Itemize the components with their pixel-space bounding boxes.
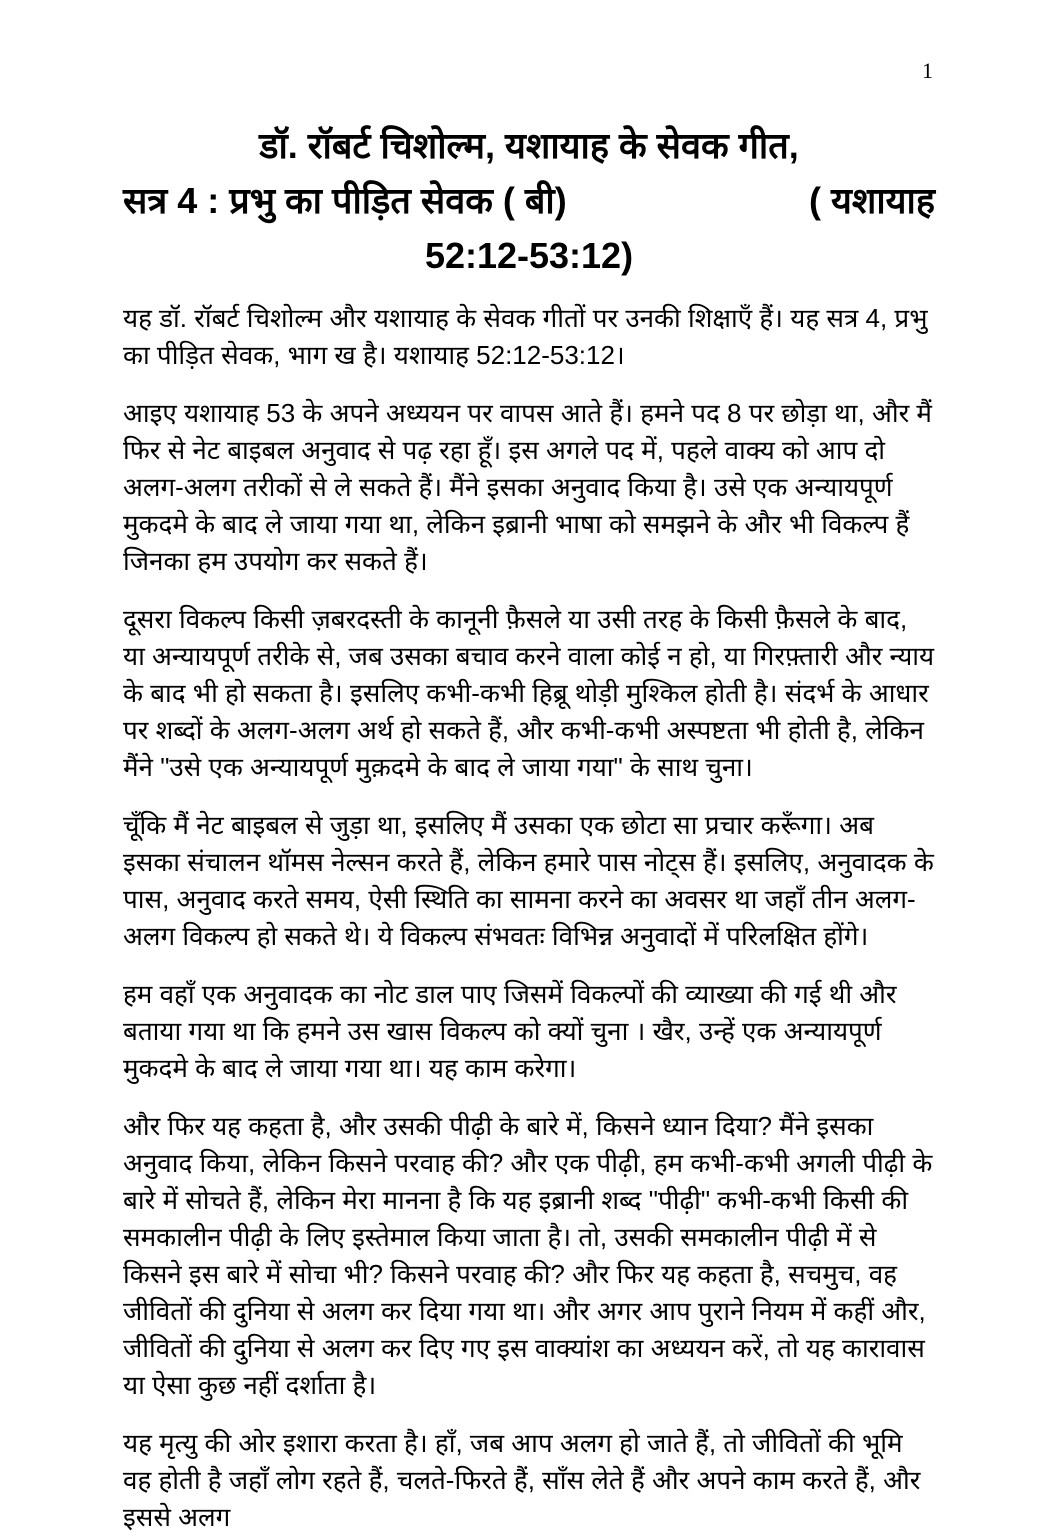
body-paragraph-3: दूसरा विकल्प किसी ज़बरदस्ती के कानूनी फ़ैसले या उसी तरह के किसी फ़ैसले के बाद, या अन्यायपूर्ण तरीके से, जब उसका बचाव करने वाला कोई न हो, या गिरफ़्तारी और न्याय के बाद भी हो सकता है। इसलिए कभी-कभी हिब्रू थोड़ी मुश्किल होती है। संदर्भ के आधार पर शब्दों के अलग-अलग अर्थ हो सकते हैं, और कभी-कभी अस्पष्टता भी होती है, लेकिन मैंने "उसे एक अन्यायपूर्ण मुक़दमे के बाद ले जाया गया" के साथ चुना। [123,604,935,782]
body-paragraph-2: आइए यशायाह 53 के अपने अध्ययन पर वापस आते हैं। हमने पद 8 पर छोड़ा था, और मैं फिर से नेट बाइबल अनुवाद से पढ़ रहा हूँ। इस अगले पद में, पहले वाक्य को आप दो अलग-अलग तरीकों से ले सकते हैं। मैंने इसका अनुवाद किया है। उसे एक अन्यायपूर्ण मुकदमे के बाद ले जाया गया था, लेकिन इब्रानी भाषा को समझने के और भी विकल्प हैं जिनका हम उपयोग कर सकते हैं। [123,398,932,576]
title-line-2-left: सत्र 4 : प्रभु का पीड़ित सेवक ( बी) [123,180,567,221]
document-title [123,0,935,283]
body-paragraph-1: यह डॉ. रॉबर्ट चिशोल्म और यशायाह के सेवक गीतों पर उनकी शिक्षाएँ हैं। यह सत्र 4, प्रभु का पीड़ित सेवक, भाग ख है। यशायाह 52:12-53:12। [123,303,928,370]
page-number: 1 [922,58,933,83]
title-line-3: 52:12-53:12) [424,235,634,276]
body-paragraph-7: यह मृत्यु की ओर इशारा करता है। हाँ, जब आप अलग हो जाते हैं, तो जीवितों की भूमि वह होती है जहाँ लोग रहते हैं, चलते-फिरते हैं, साँस लेते हैं और अपने काम करते हैं, और इससे अलग [123,1428,921,1532]
title-line-2-right: ( यशायाह [809,180,935,221]
body-paragraph-4: चूँकि मैं नेट बाइबल से जुड़ा था, इसलिए मैं उसका एक छोटा सा प्रचार करूँगा। अब इसका संचालन थॉमस नेल्सन करते हैं, लेकिन हमारे पास नोट्स हैं। इसलिए, अनुवादक के पास, अनुवाद करते समय, ऐसी स्थिति का सामना करने का अवसर था जहाँ तीन अलग-अलग विकल्प हो सकते थे। ये विकल्प संभवतः विभिन्न अनुवादों में परिलक्षित होंगे। [123,810,934,951]
title-line-2 [123,173,935,228]
body-paragraph-6: और फिर यह कहता है, और उसकी पीढ़ी के बारे में, किसने ध्यान दिया? मैंने इसका अनुवाद किया, लेकिन किसने परवाह की? और एक पीढ़ी, हम कभी-कभी अगली पीढ़ी के बारे में सोचते हैं, लेकिन मेरा मानना है कि यह इब्रानी शब्द "पीढ़ी" कभी-कभी किसी की समकालीन पीढ़ी के लिए इस्तेमाल किया जाता है। तो, उसकी समकालीन पीढ़ी में से किसने इस बारे में सोचा भी? किसने परवाह की? और फिर यह कहता है, सचमुच, वह जीवितों की दुनिया से अलग कर दिया गया था। और अगर आप पुराने नियम में कहीं और, जीवितों की दुनिया से अलग कर दिए गए इस वाक्यांश का अध्ययन करें, तो यह कारावास या ऐसा कुछ नहीं दर्शाता है। [123,1111,933,1400]
title-line-1: डॉ. रॉबर्ट चिशोल्म, यशायाह के सेवक गीत, [259,125,799,166]
document-body [123,300,935,1536]
body-paragraph-5: हम वहाँ एक अनुवादक का नोट डाल पाए जिसमें विकल्पों की व्याख्या की गई थी और बताया गया था कि हमने उस खास विकल्प को क्यों चुना । खैर, उन्हें एक अन्यायपूर्ण मुकदमे के बाद ले जाया गया था। यह काम करेगा। [123,979,897,1083]
